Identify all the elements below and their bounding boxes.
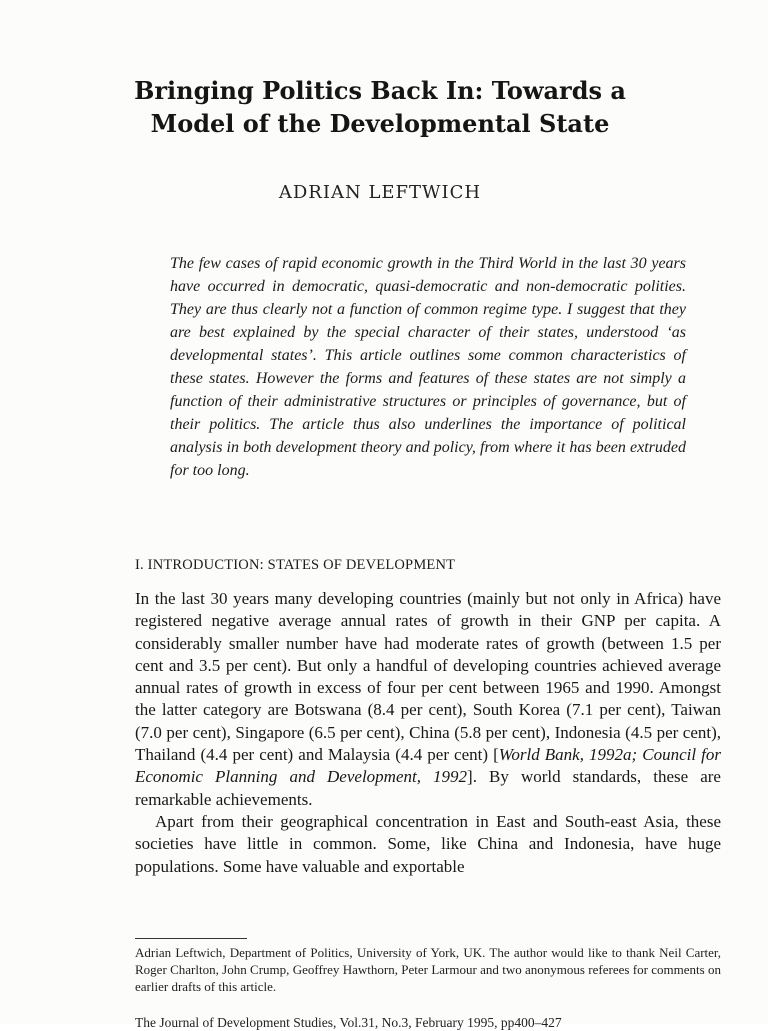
paragraph-2: Apart from their geographical concentration in East and South-east Asia, these societies have little in common. Some, like China and Indonesia, have huge populations. Some have valuable and exportable: [135, 811, 721, 876]
paragraph-1-end: ]. By world standards, these are remarkable achievements.: [135, 767, 721, 809]
body-text: [135, 588, 721, 878]
paragraph-1: [135, 588, 721, 811]
journal-citation: The Journal of Development Studies, Vol.31, No.3, February 1995, pp400–427: [135, 1015, 562, 1030]
author-footnote: Adrian Leftwich, Department of Politics, University of York, UK. The author would like to thank Neil Carter, Roger Charlton, John Crump, Geoffrey Hawthorn, Peter Larmour and two anonymous referees for comments on earlier drafts of this article.: [135, 945, 721, 994]
footnote-divider: [135, 938, 247, 939]
article-title: Bringing Politics Back In: Towards a Model of the Developmental State: [134, 76, 626, 138]
article-abstract: The few cases of rapid economic growth in the Third World in the last 30 years have occurred in democratic, quasi-democratic and non-democratic polities. They are thus clearly not a function of common regime type. I suggest that they are best explained by the special character of their states, understood ‘as developmental states’. This article outlines some common characteristics of these states. However the forms and features of these states are not simply a function of their administrative structures or principles of governance, but of their politics. The article thus also underlines the importance of political analysis in both development theory and policy, from where it has been extruded for too long.: [170, 255, 686, 479]
paragraph-1-text: In the last 30 years many developing countries (mainly but not only in Africa) have registered negative average annual rates of growth in their GNP per capita. A considerably smaller number have had moderate rates of growth (between 1.5 per cent and 3.5 per cent). But only a handful of developing countries achieved average annual rates of growth in excess of four per cent between 1965 and 1990. Amongst the latter category are Botswana (8.4 per cent), South Korea (7.1 per cent), Taiwan (7.0 per cent), Singapore (6.5 per cent), China (5.8 per cent), Indonesia (4.5 per cent), Thailand (4.4 per cent) and Malaysia (4.4 per cent) [: [135, 589, 721, 765]
article-author: ADRIAN LEFTWICH: [278, 182, 482, 203]
citation: World Bank, 1992a; Council for Economic Planning and Development, 1992: [135, 745, 721, 787]
section-heading: I. INTRODUCTION: STATES OF DEVELOPMENT: [135, 557, 456, 573]
